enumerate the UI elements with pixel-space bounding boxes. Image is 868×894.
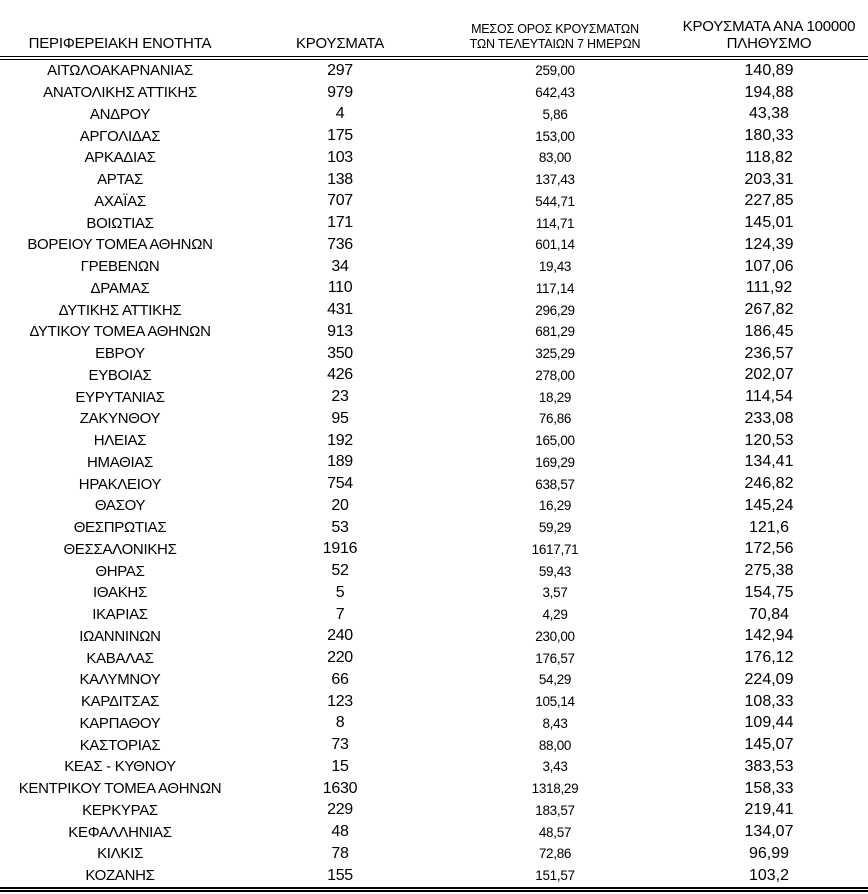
region-cell: ΚΕΡΚΥΡΑΣ xyxy=(82,801,158,819)
avg7-cell: 16,29 xyxy=(538,498,572,514)
avg7-cell: 4,29 xyxy=(542,607,568,623)
region-cell: ΔΥΤΙΚΟΥ ΤΟΜΕΑ ΑΘΗΝΩΝ xyxy=(29,323,211,341)
table-row xyxy=(0,865,868,889)
region-cell: ΚΑΒΑΛΑΣ xyxy=(86,649,154,667)
region-cell: ΚΕΝΤΡΙΚΟΥ ΤΟΜΕΑ ΑΘΗΝΩΝ xyxy=(18,780,222,798)
region-cell: ΒΟΙΩΤΙΑΣ xyxy=(86,214,154,232)
table-row xyxy=(0,560,868,582)
region-cell: ΚΑΡΔΙΤΣΑΣ xyxy=(80,693,160,711)
per100k-cell: 114,54 xyxy=(745,388,793,406)
avg7-cell: 230,00 xyxy=(535,628,575,644)
table-row xyxy=(0,691,868,713)
cases-cell: 53 xyxy=(331,518,349,536)
avg7-cell: 638,57 xyxy=(535,476,575,492)
region-cell: ΗΛΕΙΑΣ xyxy=(93,432,147,450)
avg7-cell: 1617,71 xyxy=(531,541,579,557)
avg7-cell: 54,29 xyxy=(538,672,572,688)
avg7-cell: 83,00 xyxy=(538,150,572,166)
per100k-cell: 134,41 xyxy=(744,453,794,471)
table-row xyxy=(0,169,868,191)
per100k-cell: 120,53 xyxy=(744,431,794,449)
cases-cell: 707 xyxy=(327,192,353,210)
table-row xyxy=(0,147,868,169)
column-header-per100k xyxy=(670,0,868,58)
per100k-cell: 109,44 xyxy=(744,714,794,732)
avg7-cell: 8,43 xyxy=(542,715,568,731)
table-row xyxy=(0,517,868,539)
table-row xyxy=(0,58,868,82)
column-header-avg7-label-line2: ΤΩΝ ΤΕΛΕΥΤΑΙΩΝ 7 ΗΜΕΡΩΝ xyxy=(469,37,641,51)
region-cell: ΚΕΦΑΛΛΗΝΙΑΣ xyxy=(68,823,172,841)
avg7-cell: 1318,29 xyxy=(531,781,579,797)
table-row xyxy=(0,365,868,387)
avg7-cell: 325,29 xyxy=(535,346,575,362)
avg7-cell: 3,43 xyxy=(542,759,568,775)
per100k-cell: 140,89 xyxy=(744,61,794,79)
region-cell: ΚΙΛΚΙΣ xyxy=(97,845,143,863)
table-row xyxy=(0,452,868,474)
per100k-cell: 267,82 xyxy=(744,301,794,319)
cases-cell: 20 xyxy=(331,496,349,514)
table-body xyxy=(0,58,868,889)
region-cell: ΘΕΣΣΑΛΟΝΙΚΗΣ xyxy=(63,540,177,558)
region-cell: ΚΑΡΠΑΘΟΥ xyxy=(79,714,161,732)
avg7-cell: 296,29 xyxy=(535,302,575,318)
table-row xyxy=(0,495,868,517)
table-row xyxy=(0,430,868,452)
table-row xyxy=(0,539,868,561)
cases-cell: 1916 xyxy=(322,540,358,558)
table-row xyxy=(0,713,868,735)
cases-cell: 5 xyxy=(335,583,345,601)
avg7-cell: 5,86 xyxy=(542,106,568,122)
region-cell: ΚΟΖΑΝΗΣ xyxy=(0,865,240,889)
per100k-cell: 124,39 xyxy=(744,235,794,253)
per100k-cell: 158,33 xyxy=(744,779,794,797)
table-row xyxy=(0,734,868,756)
column-header-cases xyxy=(240,0,440,58)
per100k-cell: 227,85 xyxy=(744,192,794,210)
per100k-cell: 194,88 xyxy=(744,83,794,101)
per100k-cell: 134,07 xyxy=(744,823,794,841)
table-row xyxy=(0,582,868,604)
per100k-cell: 43,38 xyxy=(748,105,790,123)
cases-cell: 1630 xyxy=(322,779,358,797)
region-cell: ΑΙΤΩΛΟΑΚΑΡΝΑΝΙΑΣ xyxy=(47,62,193,80)
table-row xyxy=(0,104,868,126)
per100k-cell: 108,33 xyxy=(744,692,794,710)
per100k-cell: 111,92 xyxy=(745,279,793,297)
avg7-cell: 19,43 xyxy=(538,259,572,275)
column-header-avg7 xyxy=(440,0,670,58)
region-cell: ΘΗΡΑΣ xyxy=(95,562,145,580)
avg7-cell: 18,29 xyxy=(538,389,572,405)
per100k-cell: 172,56 xyxy=(744,540,794,558)
region-cell: ΖΑΚΥΝΘΟΥ xyxy=(79,410,161,428)
cases-cell: 15 xyxy=(331,757,349,775)
column-header-avg7-label-line1: ΜΕΣΟΣ ΟΡΟΣ ΚΡΟΥΣΜΑΤΩΝ xyxy=(471,22,639,36)
table-row xyxy=(0,191,868,213)
avg7-cell: 59,43 xyxy=(538,563,572,579)
avg7-cell: 169,29 xyxy=(535,454,575,470)
per100k-cell: 383,53 xyxy=(744,757,794,775)
cases-cell: 34 xyxy=(331,257,349,275)
cases-cell: 95 xyxy=(331,409,349,427)
table-row xyxy=(0,82,868,104)
table-row xyxy=(0,843,868,865)
table-row xyxy=(0,212,868,234)
per100k-cell: 145,24 xyxy=(744,496,794,514)
avg7-cell: 117,14 xyxy=(535,280,575,296)
per100k-cell: 219,41 xyxy=(744,801,794,819)
table-row xyxy=(0,125,868,147)
region-cell: ΙΘΑΚΗΣ xyxy=(93,584,147,602)
column-header-region-label: ΠΕΡΙΦΕΡΕΙΑΚΗ ΕΝΟΤΗΤΑ xyxy=(28,35,212,52)
avg7-cell: 153,00 xyxy=(535,128,575,144)
per100k-cell: 176,12 xyxy=(744,649,794,667)
avg7-cell: 601,14 xyxy=(535,237,575,253)
per100k-cell: 103,2 xyxy=(670,865,868,889)
avg7-cell: 3,57 xyxy=(542,585,568,601)
cases-cell: 350 xyxy=(327,344,353,362)
per100k-cell: 275,38 xyxy=(744,562,794,580)
avg7-cell: 48,57 xyxy=(538,824,572,840)
per100k-cell: 70,84 xyxy=(748,605,790,623)
cases-cell: 66 xyxy=(331,670,349,688)
table-row xyxy=(0,647,868,669)
cases-cell: 220 xyxy=(327,649,353,667)
table-row xyxy=(0,234,868,256)
cases-cell: 155 xyxy=(240,865,440,889)
region-cell: ΓΡΕΒΕΝΩΝ xyxy=(80,258,160,276)
table-row xyxy=(0,756,868,778)
per100k-cell: 180,33 xyxy=(744,127,794,145)
avg7-cell: 76,86 xyxy=(538,411,572,427)
table-row xyxy=(0,800,868,822)
region-cell: ΑΡΚΑΔΙΑΣ xyxy=(84,149,156,167)
cases-cell: 4 xyxy=(335,105,345,123)
table-header-row xyxy=(0,0,868,58)
table-row xyxy=(0,256,868,278)
avg7-cell: 681,29 xyxy=(535,324,575,340)
region-cell: ΘΑΣΟΥ xyxy=(94,497,146,515)
per100k-cell: 96,99 xyxy=(748,844,790,862)
per100k-cell: 246,82 xyxy=(744,475,794,493)
avg7-cell: 259,00 xyxy=(535,63,575,79)
avg7-cell: 105,14 xyxy=(535,694,575,710)
avg7-cell: 151,57 xyxy=(440,865,670,889)
per100k-cell: 186,45 xyxy=(744,322,794,340)
table-row xyxy=(0,408,868,430)
column-header-per100k-label-line1: ΚΡΟΥΣΜΑΤΑ ΑΝΑ 100000 xyxy=(682,18,856,35)
cases-cell: 431 xyxy=(327,301,353,319)
per100k-cell: 203,31 xyxy=(744,170,794,188)
region-cell: ΗΡΑΚΛΕΙΟΥ xyxy=(78,475,162,493)
avg7-cell: 165,00 xyxy=(535,433,575,449)
cases-cell: 7 xyxy=(335,605,345,623)
region-cell: ΗΜΑΘΙΑΣ xyxy=(86,453,154,471)
region-cell: ΔΡΑΜΑΣ xyxy=(90,279,150,297)
per100k-cell: 224,09 xyxy=(744,670,794,688)
avg7-cell: 278,00 xyxy=(535,367,575,383)
cases-cell: 8 xyxy=(335,714,345,732)
per100k-cell: 121,6 xyxy=(748,518,790,536)
cases-cell: 52 xyxy=(331,562,349,580)
cases-cell: 171 xyxy=(327,214,353,232)
avg7-cell: 183,57 xyxy=(535,802,575,818)
table-row xyxy=(0,299,868,321)
region-cell: ΑΡΓΟΛΙΔΑΣ xyxy=(79,127,161,145)
cases-cell: 175 xyxy=(327,127,353,145)
per100k-cell: 142,94 xyxy=(744,627,794,645)
cases-cell: 192 xyxy=(327,431,353,449)
region-cell: ΒΟΡΕΙΟΥ ΤΟΜΕΑ ΑΘΗΝΩΝ xyxy=(27,236,213,254)
per100k-cell: 145,01 xyxy=(744,214,794,232)
cases-cell: 913 xyxy=(327,322,353,340)
region-cell: ΑΧΑΪΑΣ xyxy=(94,192,146,210)
table-header xyxy=(0,0,868,58)
avg7-cell: 88,00 xyxy=(538,737,572,753)
avg7-cell: 72,86 xyxy=(538,846,572,862)
cases-cell: 229 xyxy=(327,801,353,819)
region-cell: ΕΥΒΟΙΑΣ xyxy=(88,366,152,384)
avg7-cell: 137,43 xyxy=(535,172,575,188)
region-cell: ΚΑΛΥΜΝΟΥ xyxy=(79,671,161,689)
cases-cell: 78 xyxy=(331,844,349,862)
region-cell: ΑΝΔΡΟΥ xyxy=(89,105,151,123)
table-row xyxy=(0,604,868,626)
cases-cell: 123 xyxy=(327,692,353,710)
table-row xyxy=(0,321,868,343)
cases-cell: 426 xyxy=(327,366,353,384)
column-header-cases-label: ΚΡΟΥΣΜΑΤΑ xyxy=(295,35,385,52)
cases-cell: 110 xyxy=(327,279,353,297)
per100k-cell: 202,07 xyxy=(744,366,794,384)
avg7-cell: 642,43 xyxy=(535,85,575,101)
cases-cell: 23 xyxy=(331,388,349,406)
cases-cell: 736 xyxy=(327,235,353,253)
cases-cell: 189 xyxy=(327,453,353,471)
table-row xyxy=(0,278,868,300)
region-cell: ΕΥΡΥΤΑΝΙΑΣ xyxy=(75,388,165,406)
region-cell: ΙΩΑΝΝΙΝΩΝ xyxy=(79,627,161,645)
table-row xyxy=(0,386,868,408)
cases-cell: 240 xyxy=(327,627,353,645)
table-row xyxy=(0,821,868,843)
avg7-cell: 59,29 xyxy=(538,520,572,536)
table-row xyxy=(0,473,868,495)
table-row xyxy=(0,343,868,365)
region-cell: ΚΕΑΣ - ΚΥΘΝΟΥ xyxy=(64,758,176,776)
cases-cell: 297 xyxy=(327,61,353,79)
cases-cell: 48 xyxy=(331,823,349,841)
table-row xyxy=(0,669,868,691)
per100k-cell: 233,08 xyxy=(744,409,794,427)
cases-cell: 103 xyxy=(327,148,353,166)
per100k-cell: 236,57 xyxy=(744,344,794,362)
column-header-per100k-label-line2: ΠΛΗΘΥΣΜΟ xyxy=(726,35,812,52)
region-cell: ΘΕΣΠΡΩΤΙΑΣ xyxy=(73,519,167,537)
per100k-cell: 154,75 xyxy=(744,583,794,601)
avg7-cell: 114,71 xyxy=(535,215,575,231)
region-cell: ΚΑΣΤΟΡΙΑΣ xyxy=(79,736,161,754)
cases-cell: 138 xyxy=(327,170,353,188)
per100k-cell: 118,82 xyxy=(745,148,793,166)
per100k-cell: 145,07 xyxy=(744,736,794,754)
cases-cell: 754 xyxy=(327,475,353,493)
table-row xyxy=(0,778,868,800)
avg7-cell: 544,71 xyxy=(535,193,575,209)
cases-cell: 73 xyxy=(331,736,349,754)
region-cell: ΙΚΑΡΙΑΣ xyxy=(92,606,148,624)
region-cell: ΕΒΡΟΥ xyxy=(95,345,145,363)
column-header-region xyxy=(0,0,240,58)
cases-cell: 979 xyxy=(327,83,353,101)
region-cell: ΑΝΑΤΟΛΙΚΗΣ ΑΤΤΙΚΗΣ xyxy=(43,84,197,102)
per100k-cell: 107,06 xyxy=(744,257,794,275)
table-row xyxy=(0,626,868,648)
avg7-cell: 176,57 xyxy=(535,650,575,666)
region-cell: ΔΥΤΙΚΗΣ ΑΤΤΙΚΗΣ xyxy=(58,301,182,319)
region-cell: ΑΡΤΑΣ xyxy=(97,171,143,189)
